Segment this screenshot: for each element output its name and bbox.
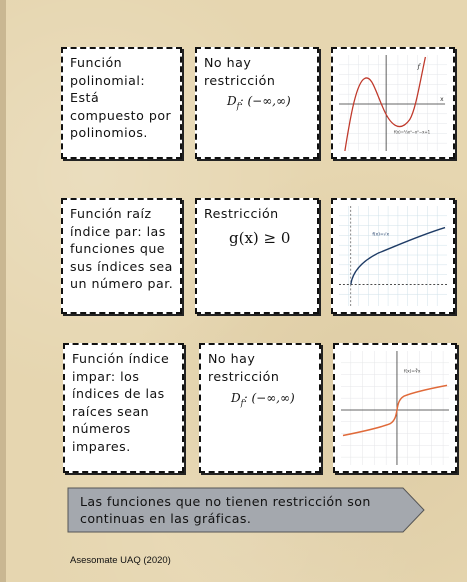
graph-equation: f(x)=√x <box>372 232 390 238</box>
restriction-card-polynomial <box>195 47 319 159</box>
graph-equation: f(x)=∛x <box>403 369 421 375</box>
restriction-text: Restricción <box>204 206 279 221</box>
domain-formula: $D_f$: (−∞,∞) <box>227 94 291 111</box>
definition-card-even-root <box>61 198 182 314</box>
credit-text: Asesomate UAQ (2020) <box>70 555 171 566</box>
polynomial-graph <box>339 55 447 151</box>
graph-equation: f(x)=⅓x³−x²−x+1 <box>393 129 431 135</box>
definition-card-polynomial <box>61 47 182 159</box>
sqrt-graph <box>339 206 447 306</box>
restriction-text: No hay restricción <box>204 55 276 88</box>
banner-text: Las funciones que no tienen restricción son continuas en las gráficas. <box>80 494 371 526</box>
graph-card-polynomial <box>331 47 455 159</box>
restriction-formula: g(x) ≥ 0 <box>229 229 291 247</box>
conclusion-banner <box>67 487 427 533</box>
graph-card-odd-root <box>333 343 457 473</box>
domain-formula: $D_f$: (−∞,∞) <box>231 391 295 408</box>
definition-text: Función índice impar: los índices de las raíces sean números impares. <box>72 351 170 454</box>
definition-text: Función polinomial: Está compuesto por polinomios. <box>70 55 172 141</box>
restriction-text: No hay restricción <box>208 351 280 384</box>
graph-card-even-root <box>331 198 455 314</box>
cube-root-graph <box>341 351 449 465</box>
definition-text: Función raíz índice par: las funciones que sus índices sea un número par. <box>70 206 174 292</box>
restriction-card-odd-root <box>199 343 321 473</box>
restriction-card-even-root <box>195 198 319 314</box>
axis-label: x <box>440 97 444 104</box>
definition-card-odd-root <box>63 343 184 473</box>
page-left-edge <box>0 0 6 582</box>
curve-label: f <box>417 62 421 71</box>
